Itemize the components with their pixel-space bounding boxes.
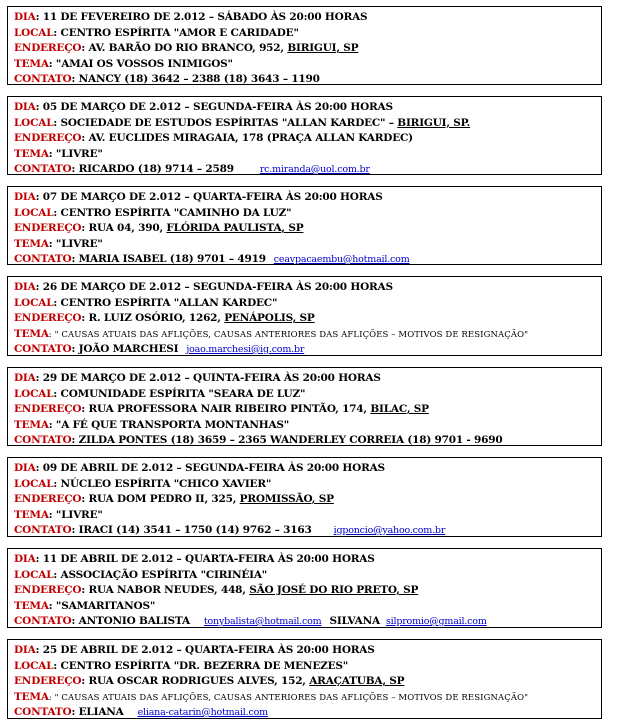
event-local: LOCAL: CENTRO ESPÍRITA "ALLAN KARDEC" — [14, 296, 278, 309]
email-link[interactable]: silpromio@gmail.com — [385, 616, 487, 627]
event-day: DIA: 25 DE ABRIL DE 2.012 – QUARTA-FEIRA ÀS 20:00 HORAS — [14, 644, 375, 656]
event-local: LOCAL: CENTRO ESPÍRITA "CAMINHO DA LUZ" — [14, 206, 292, 219]
event-theme: TEMA: " CAUSAS ATUAIS DAS AFLIÇÕES, CAUSAS ANTERIORES DAS AFLIÇÕES – MOTIVOS DE RESIGNAÇÃO" — [14, 327, 529, 340]
email-link[interactable]: joao.marchesi@ig.com.br — [186, 344, 305, 355]
event-contact: CONTATO: RICARDO (18) 9714 – 2589 rc.miranda@uol.com.br — [14, 163, 370, 175]
event-address: ENDEREÇO: RUA PROFESSORA NAIR RIBEIRO PINTÃO, 174, BILAC, SP — [14, 403, 429, 415]
event-address: ENDEREÇO: RUA 04, 390, FLÓRIDA PAULISTA, SP — [14, 222, 304, 234]
event-day: DIA: 29 DE MARÇO DE 2.012 – QUINTA-FEIRA ÀS 20:00 HORAS — [14, 372, 381, 384]
email-link[interactable]: tonybalista@hotmail.com — [203, 616, 322, 627]
event-box — [7, 96, 602, 175]
email-link[interactable]: ceavpacaembu@hotmail.com — [273, 254, 410, 265]
event-contact: CONTATO: ANTONIO BALISTA tonybalista@hotmail.com SILVANA silpromio@gmail.com — [14, 615, 487, 627]
event-contact: CONTATO: IRACI (14) 3541 – 1750 (14) 9762 – 3163 igponcio@yahoo.com.br — [14, 524, 446, 536]
event-day: DIA: 11 DE ABRIL DE 2.012 – QUARTA-FEIRA ÀS 20:00 HORAS — [14, 553, 375, 565]
event-box — [7, 276, 602, 356]
event-contact: CONTATO: NANCY (18) 3642 – 2388 (18) 3643 – 1190 — [14, 73, 320, 85]
event-contact: CONTATO: MARIA ISABEL (18) 9701 – 4919 ceavpacaembu@hotmail.com — [14, 253, 410, 265]
event-address: ENDEREÇO: RUA DOM PEDRO II, 325, PROMISSÃO, SP — [14, 493, 334, 505]
event-theme: TEMA: "LIVRE" — [14, 237, 103, 250]
event-theme: TEMA: "LIVRE" — [14, 508, 103, 521]
event-local: LOCAL: CENTRO ESPÍRITA "DR. BEZERRA DE MENEZES" — [14, 659, 349, 672]
event-box — [7, 639, 602, 719]
event-theme: TEMA: "AMAI OS VOSSOS INIMIGOS" — [14, 57, 233, 70]
event-local: LOCAL: ASSOCIAÇÃO ESPÍRITA "CIRINÉIA" — [14, 568, 268, 581]
event-day: DIA: 07 DE MARÇO DE 2.012 – QUARTA-FEIRA ÀS 20:00 HORAS — [14, 191, 383, 203]
event-theme: TEMA: "LIVRE" — [14, 147, 103, 160]
event-box — [7, 6, 602, 85]
event-local: LOCAL: SOCIEDADE DE ESTUDOS ESPÍRITAS "ALLAN KARDEC" – BIRIGUI, SP. — [14, 116, 471, 129]
event-box — [7, 186, 602, 265]
event-box — [7, 457, 602, 537]
event-contact: CONTATO: JOÃO MARCHESI joao.marchesi@ig.com.br — [14, 343, 305, 355]
event-local: LOCAL: COMUNIDADE ESPÍRITA "SEARA DE LUZ" — [14, 387, 306, 400]
event-day: DIA: 11 DE FEVEREIRO DE 2.012 – SÁBADO ÀS 20:00 HORAS — [14, 11, 368, 23]
event-local: LOCAL: CENTRO ESPÍRITA "AMOR E CARIDADE" — [14, 26, 299, 39]
event-contact: CONTATO: ELIANA eliana-catarin@hotmail.com — [14, 706, 268, 718]
email-link[interactable]: eliana-catarin@hotmail.com — [137, 707, 268, 718]
event-address: ENDEREÇO: R. LUIZ OSÓRIO, 1262, PENÁPOLIS, SP — [14, 312, 315, 324]
event-theme: TEMA: "A FÉ QUE TRANSPORTA MONTANHAS" — [14, 418, 290, 431]
event-address: ENDEREÇO: AV. BARÃO DO RIO BRANCO, 952, BIRIGUI, SP — [14, 42, 359, 54]
event-local: LOCAL: NÚCLEO ESPÍRITA "CHICO XAVIER" — [14, 477, 272, 490]
email-link[interactable]: igponcio@yahoo.com.br — [333, 525, 446, 536]
event-day: DIA: 09 DE ABRIL DE 2.012 – SEGUNDA-FEIRA ÀS 20:00 HORAS — [14, 462, 385, 474]
event-day: DIA: 26 DE MARÇO DE 2.012 – SEGUNDA-FEIRA ÀS 20:00 HORAS — [14, 281, 393, 293]
event-contact: CONTATO: ZILDA PONTES (18) 3659 – 2365 WANDERLEY CORREIA (18) 9701 - 9690 — [14, 434, 503, 446]
event-box — [7, 548, 602, 628]
event-address: ENDEREÇO: RUA NABOR NEUDES, 448, SÃO JOSÉ DO RIO PRETO, SP — [14, 584, 419, 596]
event-day: DIA: 05 DE MARÇO DE 2.012 – SEGUNDA-FEIRA ÀS 20:00 HORAS — [14, 101, 393, 113]
event-box — [7, 367, 602, 446]
event-theme: TEMA: "SAMARITANOS" — [14, 599, 156, 612]
event-theme: TEMA: " CAUSAS ATUAIS DAS AFLIÇÕES, CAUSAS ANTERIORES DAS AFLIÇÕES – MOTIVOS DE RESIGNAÇÃO" — [14, 690, 529, 703]
event-address: ENDEREÇO: AV. EUCLIDES MIRAGAIA, 178 (PRAÇA ALLAN KARDEC) — [14, 132, 413, 144]
email-link[interactable]: rc.miranda@uol.com.br — [259, 164, 370, 175]
event-address: ENDEREÇO: RUA OSCAR RODRIGUES ALVES, 152, ARAÇATUBA, SP — [14, 675, 405, 687]
